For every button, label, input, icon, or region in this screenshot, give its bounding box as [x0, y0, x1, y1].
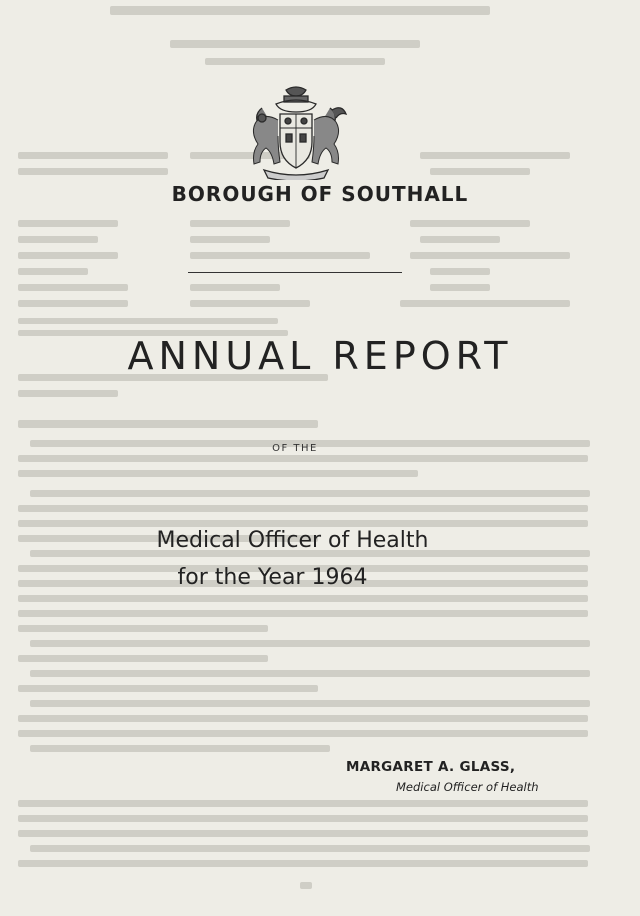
borough-heading: BOROUGH OF SOUTHALL [171, 182, 469, 206]
report-title: ANNUAL REPORT [127, 334, 513, 378]
author-name: MARGARET A. GLASS, [346, 759, 516, 775]
report-connector: OF THE [272, 443, 318, 454]
coat-of-arms-icon [242, 84, 350, 180]
report-period: for the Year 1964 [177, 565, 368, 590]
report-subject: Medical Officer of Health [156, 528, 429, 553]
author-role: Medical Officer of Health [396, 780, 539, 794]
divider-rule [188, 272, 402, 273]
